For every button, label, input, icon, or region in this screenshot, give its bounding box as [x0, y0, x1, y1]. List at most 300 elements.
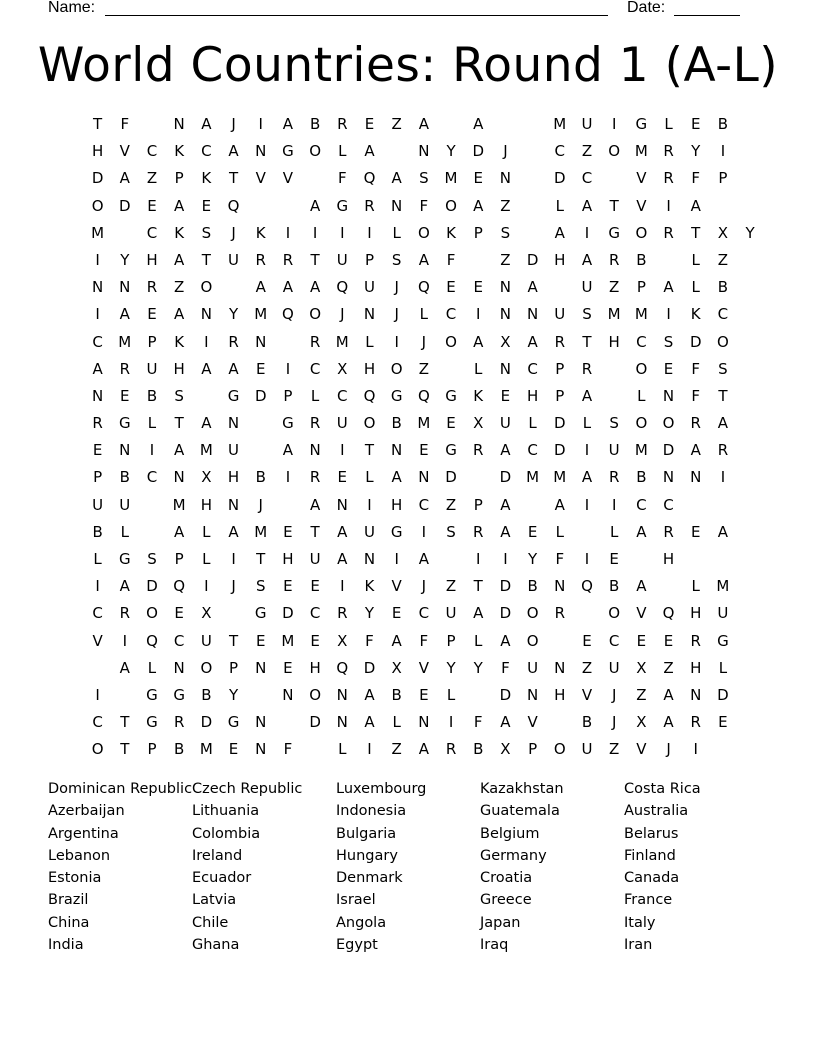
grid-cell: A [228, 522, 239, 541]
grid-row [84, 383, 764, 410]
grid-cell [437, 356, 464, 383]
word-bank-item: Azerbaijan [48, 803, 125, 820]
grid-cell: Z [581, 658, 593, 677]
grid-cell: L [338, 740, 347, 759]
grid-cell: A [690, 196, 701, 215]
grid-cell: K [174, 332, 185, 351]
grid-cell: J [231, 577, 236, 596]
grid-cell: B [92, 522, 103, 541]
grid-cell: E [283, 522, 293, 541]
grid-cell: R [663, 522, 674, 541]
grid-cell: E [391, 604, 402, 623]
grid-cell: H [526, 386, 539, 405]
grid-row [84, 492, 764, 519]
grid-cell: O [417, 223, 430, 242]
grid-cell [302, 736, 329, 763]
grid-cell: Y [364, 604, 375, 623]
grid-cell: I [122, 631, 127, 650]
grid-cell: Z [717, 250, 729, 269]
grid-cell [709, 546, 736, 573]
grid-cell: D [254, 386, 267, 405]
grid-cell: F [691, 359, 701, 378]
grid-cell: T [691, 223, 701, 242]
grid-cell: G [445, 441, 457, 460]
grid-cell: G [336, 196, 349, 215]
grid-cell: C [636, 495, 647, 514]
word-bank-item: Chile [192, 914, 229, 931]
grid-cell: X [500, 332, 511, 351]
grid-cell: A [119, 658, 130, 677]
grid-cell: Q [282, 305, 294, 324]
grid-cell: P [93, 468, 103, 487]
grid-cell: L [120, 522, 129, 541]
grid-cell: N [119, 441, 131, 460]
grid-cell: F [419, 631, 429, 650]
grid-cell: E [310, 631, 320, 650]
word-bank-item: Lithuania [192, 803, 260, 820]
grid-cell: I [693, 740, 698, 759]
grid-cell: D [282, 604, 294, 623]
grid-cell: L [93, 550, 102, 568]
grid-cell: A [500, 713, 511, 732]
grid-cell: T [174, 414, 184, 433]
word-bank-item: Denmark [336, 870, 403, 887]
grid-cell: X [473, 414, 484, 433]
grid-cell: O [200, 658, 213, 677]
grid-cell: V [391, 577, 402, 596]
grid-cell: L [691, 250, 700, 269]
grid-cell: V [255, 169, 266, 188]
grid-cell: S [174, 386, 184, 405]
grid-cell: Y [473, 658, 483, 677]
grid-cell: E [364, 115, 375, 133]
grid-cell: I [95, 250, 100, 269]
grid-cell: K [690, 305, 701, 324]
grid-row [84, 628, 764, 655]
grid-cell: H [227, 468, 240, 487]
grid-cell: X [201, 604, 212, 623]
grid-cell: P [555, 359, 565, 378]
grid-cell: N [526, 305, 539, 324]
grid-cell: F [501, 658, 510, 677]
grid-cell: N [662, 386, 675, 405]
grid-cell: N [255, 740, 267, 759]
grid-cell: L [474, 631, 483, 650]
word-bank [48, 778, 788, 956]
grid-cell: T [310, 250, 320, 269]
grid-cell: R [92, 414, 103, 433]
grid-cell: A [282, 115, 294, 133]
grid-cell: C [527, 441, 538, 460]
grid-cell: P [473, 223, 483, 242]
grid-cell: I [367, 495, 372, 514]
grid-cell: A [174, 441, 185, 460]
grid-cell: A [690, 441, 701, 460]
word-bank-item: Israel [336, 892, 376, 909]
grid-cell: D [554, 169, 566, 188]
grid-cell: P [446, 631, 456, 650]
word-bank-item: Croatia [480, 870, 533, 887]
grid-row [84, 356, 764, 383]
grid-cell: B [146, 386, 158, 405]
grid-row [84, 600, 764, 627]
grid-cell: B [581, 713, 593, 732]
grid-cell: R [255, 250, 266, 269]
grid-cell: N [554, 658, 566, 677]
grid-cell [437, 111, 464, 138]
page-title: World Countries: Round 1 (A-L) [37, 38, 779, 93]
grid-cell: A [174, 196, 185, 215]
grid-cell: Y [528, 550, 538, 568]
grid-cell: S [718, 359, 728, 378]
grid-row [84, 247, 764, 274]
grid-cell [383, 138, 410, 165]
grid-cell: R [337, 604, 348, 623]
grid-row [84, 274, 764, 301]
grid-cell: S [663, 332, 674, 351]
grid-cell: U [445, 604, 457, 623]
grid-cell: M [254, 522, 268, 541]
grid-cell: Z [174, 278, 185, 297]
grid-cell [247, 193, 274, 220]
grid-cell: Q [173, 577, 186, 596]
word-bank-item: Iraq [480, 937, 509, 954]
grid-cell: J [421, 332, 427, 351]
grid-cell: P [473, 495, 483, 514]
grid-cell: J [231, 115, 236, 133]
grid-cell: S [582, 305, 592, 324]
grid-cell: G [118, 414, 131, 433]
grid-cell: R [119, 604, 130, 623]
grid-cell: J [421, 577, 427, 596]
grid-cell: E [527, 522, 538, 541]
grid-cell [247, 437, 274, 464]
grid-cell: L [147, 414, 157, 433]
name-label: Name: [48, 0, 96, 16]
grid-cell: C [636, 332, 647, 351]
grid-cell: X [337, 631, 348, 650]
grid-cell: U [228, 250, 240, 269]
grid-cell: B [636, 250, 647, 269]
grid-cell: F [120, 115, 130, 133]
grid-cell: A [418, 115, 429, 133]
word-bank-item: Estonia [48, 870, 102, 887]
word-bank-item: Hungary [336, 847, 398, 864]
grid-cell: I [448, 713, 454, 732]
grid-cell: I [476, 305, 481, 324]
grid-cell: M [254, 305, 268, 324]
grid-row [84, 655, 764, 682]
grid-cell: A [309, 278, 321, 297]
grid-row [84, 111, 764, 138]
grid-cell: J [611, 713, 617, 732]
grid-cell: U [200, 631, 212, 650]
grid-cell: F [337, 169, 347, 188]
grid-cell: Z [391, 740, 402, 759]
grid-cell: G [227, 386, 240, 405]
grid-cell [138, 519, 165, 546]
grid-cell: Y [228, 685, 239, 704]
grid-cell: O [526, 631, 539, 650]
grid-cell: L [310, 386, 320, 405]
grid-cell: E [690, 115, 701, 133]
grid-cell: D [146, 577, 158, 596]
grid-cell: E [582, 631, 592, 650]
grid-cell [709, 193, 736, 220]
grid-cell: R [663, 169, 674, 188]
grid-cell: E [473, 169, 483, 188]
grid-cell: G [146, 713, 158, 732]
grid-cell: I [611, 115, 617, 133]
grid-cell: L [691, 278, 700, 297]
grid-cell: E [609, 550, 619, 568]
grid-cell: T [473, 577, 483, 596]
name-line [105, 15, 608, 16]
grid-cell: S [419, 169, 429, 188]
grid-cell: M [634, 441, 648, 460]
grid-cell: E [419, 441, 429, 460]
word-bank-item: China [48, 914, 90, 931]
grid-cell [519, 165, 546, 192]
grid-cell: I [95, 577, 100, 596]
grid-cell: Z [581, 142, 593, 161]
grid-cell: N [227, 495, 240, 514]
grid-cell: B [717, 115, 729, 133]
grid-cell: G [635, 115, 648, 133]
grid-cell: M [553, 115, 567, 133]
grid-cell: J [394, 305, 399, 324]
grid-cell: U [581, 278, 593, 297]
grid-cell: H [608, 332, 620, 351]
grid-cell: L [147, 658, 157, 677]
grid-cell: N [363, 550, 376, 568]
grid-cell: H [146, 250, 158, 269]
grid-cell: I [340, 577, 345, 596]
grid-cell: B [636, 468, 647, 487]
grid-cell: D [119, 196, 131, 215]
grid-cell: J [611, 685, 617, 704]
grid-cell: N [499, 169, 512, 188]
grid-cell: K [201, 169, 212, 188]
grid-cell: A [581, 250, 593, 269]
grid-cell: V [636, 740, 647, 759]
word-bank-item: Egypt [336, 937, 378, 954]
grid-cell: O [363, 414, 376, 433]
grid-cell: O [309, 305, 321, 324]
grid-cell: K [446, 223, 456, 242]
grid-cell: I [584, 441, 590, 460]
grid-cell: Z [391, 115, 402, 133]
grid-cell: J [258, 495, 263, 514]
grid-cell: R [554, 604, 565, 623]
word-bank-item: Brazil [48, 892, 89, 909]
grid-cell [601, 383, 628, 410]
grid-cell: A [418, 740, 429, 759]
word-bank-item: Angola [336, 914, 387, 931]
grid-cell: C [418, 604, 430, 623]
grid-cell: N [255, 142, 267, 161]
grid-cell: E [255, 631, 266, 650]
grid-cell [546, 709, 573, 736]
grid-cell: X [636, 658, 647, 677]
date-label: Date: [627, 0, 666, 16]
grid-cell [492, 111, 519, 138]
grid-cell: U [363, 278, 375, 297]
grid-cell: T [256, 550, 266, 568]
grid-cell: A [119, 577, 130, 596]
grid-cell: L [202, 522, 211, 541]
grid-cell: X [201, 468, 212, 487]
grid-cell: O [445, 332, 457, 351]
grid-cell [519, 193, 546, 220]
grid-cell: D [499, 577, 512, 596]
grid-cell: D [554, 414, 566, 433]
grid-cell: C [608, 631, 620, 650]
grid-cell: L [718, 658, 728, 677]
grid-cell: Z [445, 577, 457, 596]
grid-cell: C [445, 305, 457, 324]
grid-cell: A [717, 522, 729, 541]
grid-cell: I [666, 305, 671, 324]
grid-cell: Q [363, 386, 376, 405]
grid-cell: N [418, 713, 430, 732]
grid-cell: N [173, 468, 185, 487]
grid-row [84, 301, 764, 328]
grid-cell: D [499, 685, 512, 704]
grid-cell: E [446, 278, 456, 297]
grid-cell: V [527, 713, 538, 732]
grid-cell [247, 410, 274, 437]
grid-cell [682, 546, 709, 573]
grid-cell [546, 628, 573, 655]
grid-cell: G [445, 386, 457, 405]
grid-cell [573, 519, 600, 546]
grid-cell: K [174, 142, 185, 161]
grid-row [84, 138, 764, 165]
grid-cell: V [636, 604, 647, 623]
grid-cell: H [391, 495, 403, 514]
grid-cell: E [446, 414, 456, 433]
grid-cell: R [173, 713, 185, 732]
grid-cell: R [690, 713, 701, 732]
grid-cell [111, 682, 138, 709]
grid-cell: A [119, 305, 130, 324]
grid-cell: F [691, 169, 701, 188]
grid-cell: A [364, 685, 375, 704]
grid-cell: M [553, 468, 567, 487]
grid-cell: H [200, 495, 212, 514]
grid-cell [519, 138, 546, 165]
grid-cell: H [690, 658, 702, 677]
grid-cell: S [255, 577, 266, 596]
grid-cell [84, 655, 111, 682]
grid-cell: X [337, 359, 348, 378]
word-bank-item: Iran [624, 937, 653, 954]
grid-cell: A [717, 414, 729, 433]
grid-cell: Z [146, 169, 158, 188]
grid-cell: O [200, 278, 213, 297]
grid-cell [465, 247, 492, 274]
grid-cell: C [146, 142, 158, 161]
grid-cell: C [146, 223, 158, 242]
grid-cell: F [283, 740, 293, 759]
grid-cell: E [228, 740, 239, 759]
grid-cell: T [582, 332, 592, 351]
grid-row [84, 410, 764, 437]
grid-cell: U [363, 522, 375, 541]
grid-cell: T [364, 441, 375, 460]
grid-cell: O [309, 685, 321, 704]
grid-cell: N [336, 495, 348, 514]
grid-cell: E [690, 522, 701, 541]
grid-cell: N [227, 414, 240, 433]
grid-cell: I [340, 223, 345, 242]
grid-cell: S [446, 522, 456, 541]
grid-cell: H [363, 359, 376, 378]
grid-cell: D [91, 169, 104, 188]
grid-cell: R [309, 332, 321, 351]
grid-cell: P [555, 386, 565, 405]
grid-cell: A [527, 278, 538, 297]
grid-cell: P [229, 658, 239, 677]
grid-cell: E [120, 386, 130, 405]
grid-cell: B [174, 740, 185, 759]
grid-cell: C [309, 359, 321, 378]
grid-cell: M [444, 169, 458, 188]
grid-cell: B [391, 414, 402, 433]
letter-grid [84, 111, 764, 764]
grid-cell: H [173, 359, 185, 378]
grid-cell: L [392, 713, 401, 732]
grid-row [84, 519, 764, 546]
grid-cell: N [119, 278, 131, 297]
grid-cell: Q [417, 386, 430, 405]
grid-cell: Q [146, 631, 158, 650]
grid-cell: N [499, 359, 512, 378]
grid-cell: D [499, 468, 512, 487]
grid-cell: R [690, 414, 701, 433]
grid-cell: A [581, 196, 593, 215]
grid-cell [302, 165, 329, 192]
grid-cell: Y [446, 658, 456, 677]
grid-cell: O [91, 196, 104, 215]
grid-cell: P [364, 250, 374, 269]
grid-cell: P [174, 169, 184, 188]
grid-cell: U [336, 250, 348, 269]
grid-cell [193, 383, 220, 410]
grid-cell: I [611, 495, 617, 514]
grid-cell: H [554, 685, 566, 704]
grid-cell: X [391, 658, 402, 677]
grid-row [84, 437, 764, 464]
grid-cell [247, 682, 274, 709]
grid-cell: R [309, 414, 321, 433]
grid-cell: H [690, 604, 702, 623]
word-bank-item: Belgium [480, 825, 540, 842]
grid-cell: U [608, 441, 620, 460]
grid-cell: C [418, 495, 430, 514]
grid-cell [220, 600, 247, 627]
grid-cell: L [664, 115, 673, 133]
grid-cell: E [147, 196, 157, 215]
grid-cell: A [500, 631, 511, 650]
grid-cell: C [201, 142, 212, 161]
grid-cell: H [91, 142, 104, 161]
grid-cell: G [173, 685, 185, 704]
grid-cell: A [201, 115, 212, 133]
grid-cell: N [391, 196, 403, 215]
word-bank-item: Australia [624, 803, 689, 820]
